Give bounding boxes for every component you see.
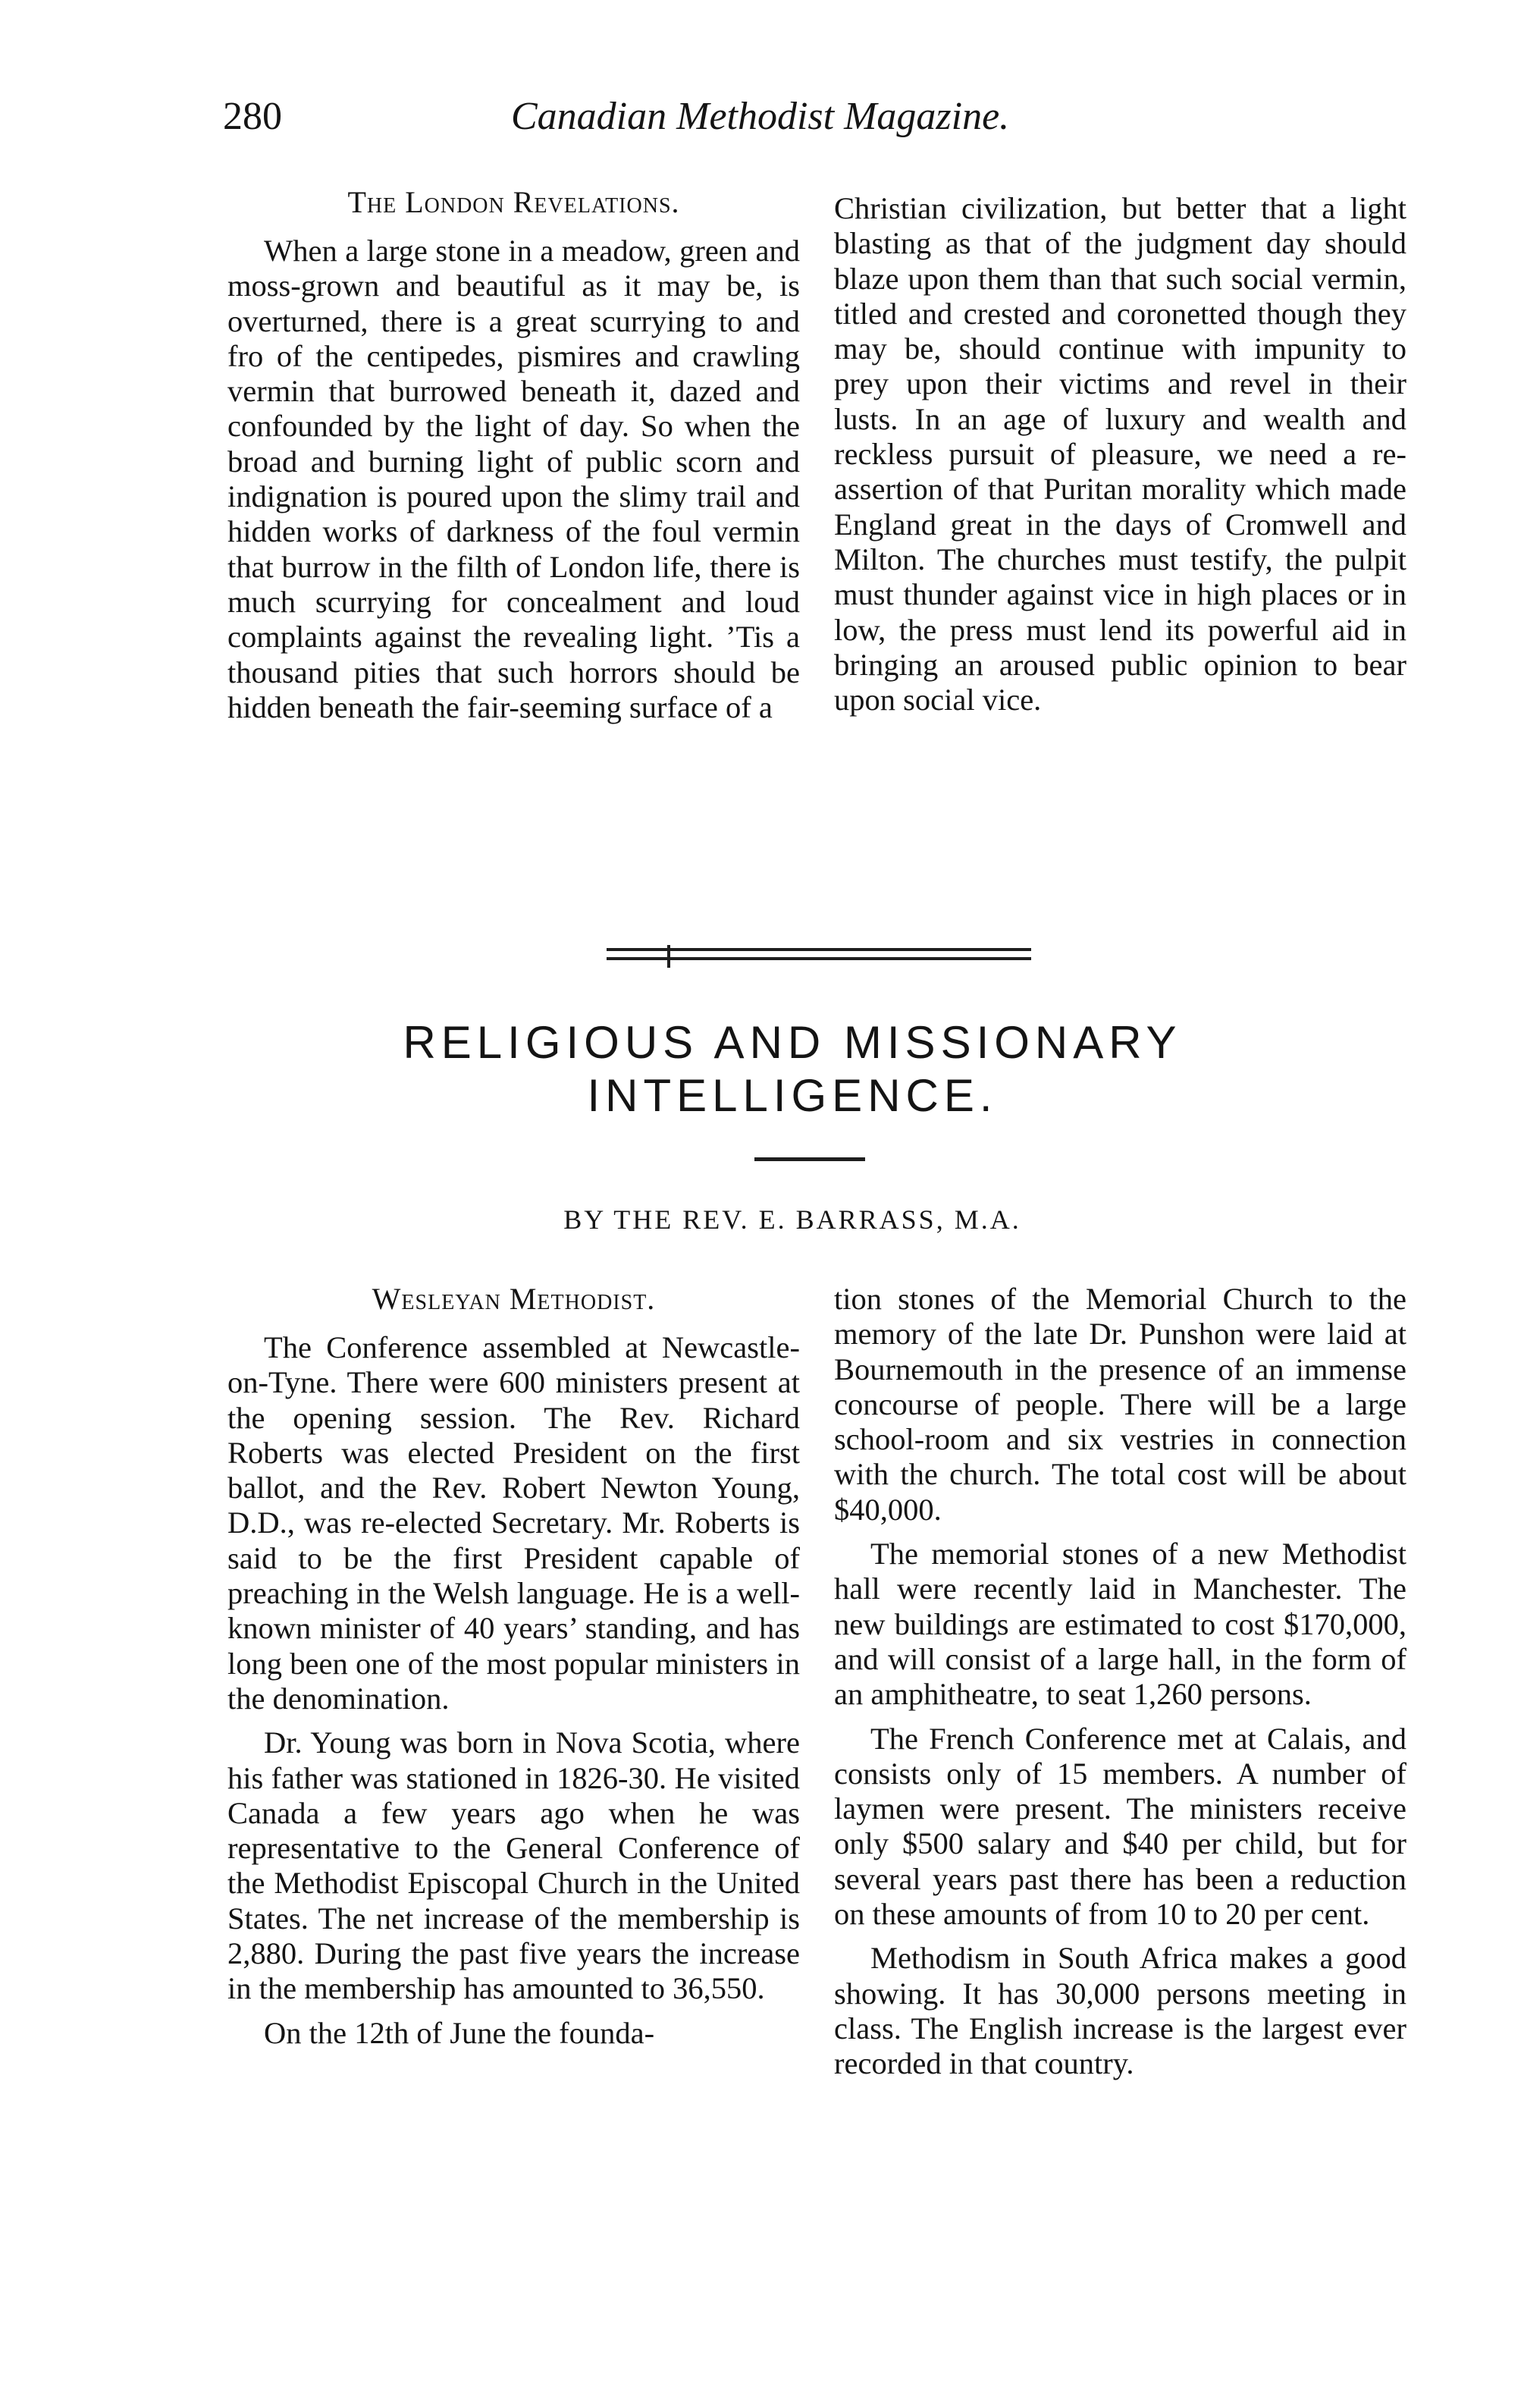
article-paragraph: Dr. Young was born in Nova Scotia, where his father was stationed in 1826-30. He visited Canada a few years ago when he was representative to the General Conference of the Methodist Episcopal Church in the United States. The net increase of the membership is 2,880. During the past five years the increase in the membership has amounted to 36,550. bbox=[227, 1725, 800, 2006]
article-paragraph: The French Conference met at Calais, and consists only of 15 members. A number of laymen were present. The ministers receive only $500 salary and $40 per child, but for several years past there has been a reduction on these amounts of from 10 to 20 per cent. bbox=[834, 1721, 1406, 1932]
article-paragraph: When a large stone in a meadow, green and moss-grown and beautiful as it may be, is overturned, there is a great scurrying to and fro of the centipedes, pismires and crawling vermin that burrowed beneath it, dazed and confounded by the light of day. So when the broad and burning light of public scorn and indignation is poured upon the slimy trail and hidden works of darkness of the foul vermin that burrow in the filth of London life, there is much scurrying for concealment and loud complaints against the revealing light. ’Tis a thousand pities that such horrors should be hidden beneath the fair-seeming surface of a bbox=[227, 234, 800, 724]
section-title-line-1: RELIGIOUS AND MISSIONARY bbox=[403, 1017, 1182, 1068]
section-title-line-2: INTELLIGENCE. bbox=[587, 1070, 998, 1121]
article-paragraph: Methodism in South Africa makes a good showing. It has 30,000 persons meeting in class. The English increase is the largest ever recorded in that country. bbox=[834, 1941, 1406, 2081]
wesleyan-heading: Wesleyan Methodist. bbox=[372, 1282, 656, 1316]
ornamental-rule bbox=[607, 945, 1031, 968]
magazine-title: Canadian Methodist Magazine. bbox=[511, 95, 1010, 138]
article-paragraph: The memorial stones of a new Methodist hall were recently laid in Manchester. The new buildings are estimated to cost $170,000, and will consist of a large hall, in the form of an amphitheatre, to seat 1,260 persons. bbox=[834, 1537, 1406, 1712]
byline: BY THE REV. E. BARRASS, M.A. bbox=[563, 1204, 1021, 1235]
article-paragraph: The Conference assembled at Newcastle-on-Tyne. There were 600 ministers present at the opening session. The Rev. Richard Roberts was elected President on the first ballot, and the Rev. Robert Newton Young, D.D., was re-elected Secretary. Mr. Roberts is said to be the first President capable of preaching in the Welsh language. He is a well-known minister of 40 years’ standing, and has long been one of the most popular ministers in the denomination. bbox=[227, 1330, 800, 1716]
wesleyan-left-column bbox=[227, 1282, 800, 2051]
london-revelations-heading: The London Revelations. bbox=[347, 185, 680, 219]
divider-rule bbox=[754, 1157, 865, 1161]
running-header bbox=[223, 94, 1118, 155]
london-revelations-left-column bbox=[227, 185, 800, 725]
section-title bbox=[227, 1016, 1357, 1122]
page-number: 280 bbox=[223, 95, 282, 138]
article-paragraph: Christian civilization, but better that a light blasting as that of the judgment day should blaze upon them than that such social vermin, titled and crested and coronetted though they may be, should continue with impunity to prey upon their victims and revel in their lusts. In an age of luxury and wealth and reckless pursuit of pleasure, we need a re-assertion of that Puritan morality which made England great in the days of Cromwell and Milton. The churches must testify, the pulpit must thunder against vice in high places or in low, the press must lend its powerful aid in bringing an aroused public opinion to bear upon social vice. bbox=[834, 191, 1406, 717]
london-revelations-right-column bbox=[834, 191, 1406, 717]
wesleyan-right-column bbox=[834, 1282, 1406, 2082]
article-paragraph: On the 12th of June the founda- bbox=[264, 2015, 655, 2050]
article-paragraph: tion stones of the Memorial Church to the memory of the late Dr. Punshon were laid at Bournemouth in the presence of an immense concourse of people. There will be a large school-room and six vestries in connection with the church. The total cost will be about $40,000. bbox=[834, 1282, 1406, 1527]
